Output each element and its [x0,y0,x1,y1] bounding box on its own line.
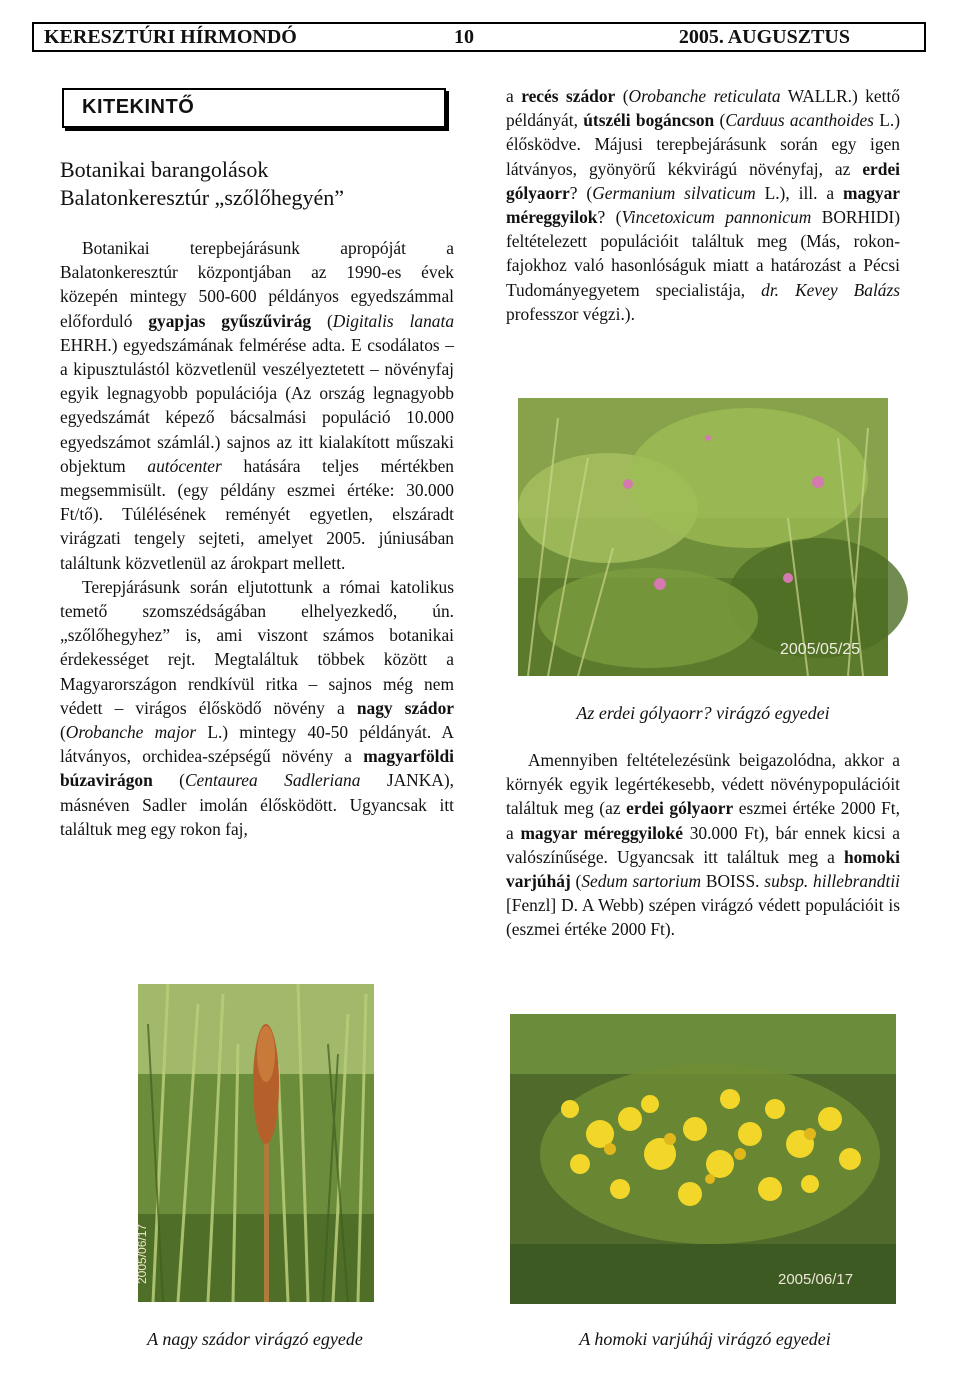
photo-date-stamp: 2005/05/25 [780,641,861,658]
sedum-image [510,1014,896,1304]
title-line-1: Botanikai barangolások [60,157,269,182]
species-name: recés szádor [521,86,616,106]
text-run: ( [714,110,726,131]
latin-name: Germanium silvaticum [592,182,756,203]
text-run: ( [60,722,66,743]
paragraph-reticulata [506,84,900,326]
latin-name: Orobanche reticulata [628,86,781,106]
paragraph-orobanche [60,575,454,841]
text-run: Botanikai terepbejárásunk apropóját a Balatonkeresztúr központjában az 1990-es évek közepén mintegy 500-600 példányos egyedszámmal előforduló [60,238,454,331]
species-name: gyapjas gyűszűvirág [148,310,312,331]
text-run: hatására teljes mértékben megsemmisült. (egy példány eszmei értéke: 30.000 Ft/tő). Túlélésének reményét egyetlen, elszáradt virágzati tengely sejteti, amelyet 2005. júniusában találtunk közvetlenül az árokpart mellett. [60,455,454,573]
text-run: Terepjárásunk során eljutottunk a római katolikus temető szomszédságában elhelyezkedő, ún. „szőlőhegyhez” is, ami viszont számos botanikai érdekességet rejt. Megtaláltuk többek között a Magyarországon rendkívül ritka – sajnos még nem védett – virágos élősködő növény a [60,576,454,718]
text-run: L.) élősködve. Májusi terepbejárásunk során egy igen látványos, gyönyörű kékvirágú növényfaj, az [506,110,901,179]
text-run: JANKA), másnéven Sadler imolán élősködött. Ugyancsak itt találtuk meg egy rokon faj, [60,770,454,839]
text-run: L.), ill. a [755,182,844,203]
caption-sedum: A homoki varjúháj virágzó egyedei [579,1329,831,1349]
latin-name: Digitalis lanata [332,310,455,331]
text-run: L.) mintegy 40-50 példányát. A látványos, orchidea-szépségű növény a [60,722,454,767]
title-line-2: Balatonkeresztúr „szőlőhegyén” [60,185,345,210]
text-run: eszmei értéke 2000 Ft, a [506,798,900,843]
paragraph-sedum [506,748,900,942]
text-run: [Fenzl] D. A Webb) szépen virágzó védett populációit is (eszmei értéke 2000 Ft). [506,895,900,940]
publication-name: KERESZTÚRI HÍRMONDÓ [44,26,297,48]
caption-orobanche: A nagy szádor virágzó egyede [147,1329,363,1349]
text-run: professzor végzi.). [506,303,635,324]
section-label-box [62,88,446,128]
photo-date-stamp: 2005/06/17 [778,1271,854,1288]
text-run: ( [152,770,185,791]
species-name: útszéli bogáncson [583,110,715,131]
latin-name: Carduus acanthoides [725,110,874,131]
text-run: a [506,86,522,106]
caption-geranium: Az erdei gólyaorr? virágzó egyedei [576,703,830,723]
page-number: 10 [454,26,474,48]
latin-name: Vincetoxicum pannonicum [621,207,812,228]
latin-name: Sedum sartorium [581,871,702,892]
text-run: ( [570,871,582,892]
photo-geranium [518,398,888,676]
meadow-image [518,398,888,676]
article-title [60,156,460,212]
emphasis: autócenter [147,455,222,476]
species-name: erdei gólyaorr [626,798,734,819]
photo-date-stamp: 2005/06/17 [135,1223,149,1284]
species-name: nagy szádor [356,697,454,718]
text-run: Amennyiben feltételezésünk beigazolódna, akkor a környék egyik legértékesebb, védett növénypopulációit találtuk meg (az [506,750,900,819]
species-name: magyar méreggyiloké [520,822,683,843]
text-run: ( [615,86,629,106]
latin-name: Orobanche major [65,722,197,743]
section-label: KITEKINTŐ [82,96,195,118]
text-run: 30.000 Ft), bár ennek kicsi a valószínűsége. Ugyancsak itt találtuk meg a [506,822,900,867]
right-column-top [506,84,900,326]
photo-sedum [510,1014,896,1304]
text-run: ? ( [597,207,622,228]
left-column [60,236,454,841]
text-run: BOISS. [701,871,765,892]
text-run: BORHIDI) feltételezett populációit találtuk meg (Más, rokon-fajokhoz való hasonlóságuk miatt a határozást a Pécsi Tudományegyetem specialistája, [506,207,900,300]
species-name: magyarföldi búzavirágon [60,746,454,791]
photo-orobanche [135,984,374,1302]
page-header [32,22,926,52]
species-name: magyar méreggyilok [506,182,901,228]
right-column-bottom [506,748,900,942]
issue-date: 2005. AUGUSZTUS [678,26,850,48]
species-name: homoki varjúháj [506,846,900,892]
paragraph-digitalis [60,236,454,575]
text-run: ? ( [569,182,593,203]
text-run: WALLR.) kettő példányát, [506,86,900,131]
species-name: erdei gólyaorr [506,158,900,203]
latin-name: subsp. hillebrandtii [764,871,901,892]
person-name: dr. Kevey Balázs [761,279,901,300]
text-run: EHRH.) egyedszámának felmérése adta. E csodálatos – a kipusztulástól közvetlenül veszélyeztetett – növényfaj egyik legnagyobb populációja (Az ország legnagyobb egyedszámát képező bácsalmási populáció 10.000 egyedszámot számlál.) sajnos az itt kialakított műszaki objektum [60,334,454,476]
text-run: ( [311,310,333,331]
orobanche-image [135,984,374,1302]
latin-name: Centaurea Sadleriana [184,770,361,791]
